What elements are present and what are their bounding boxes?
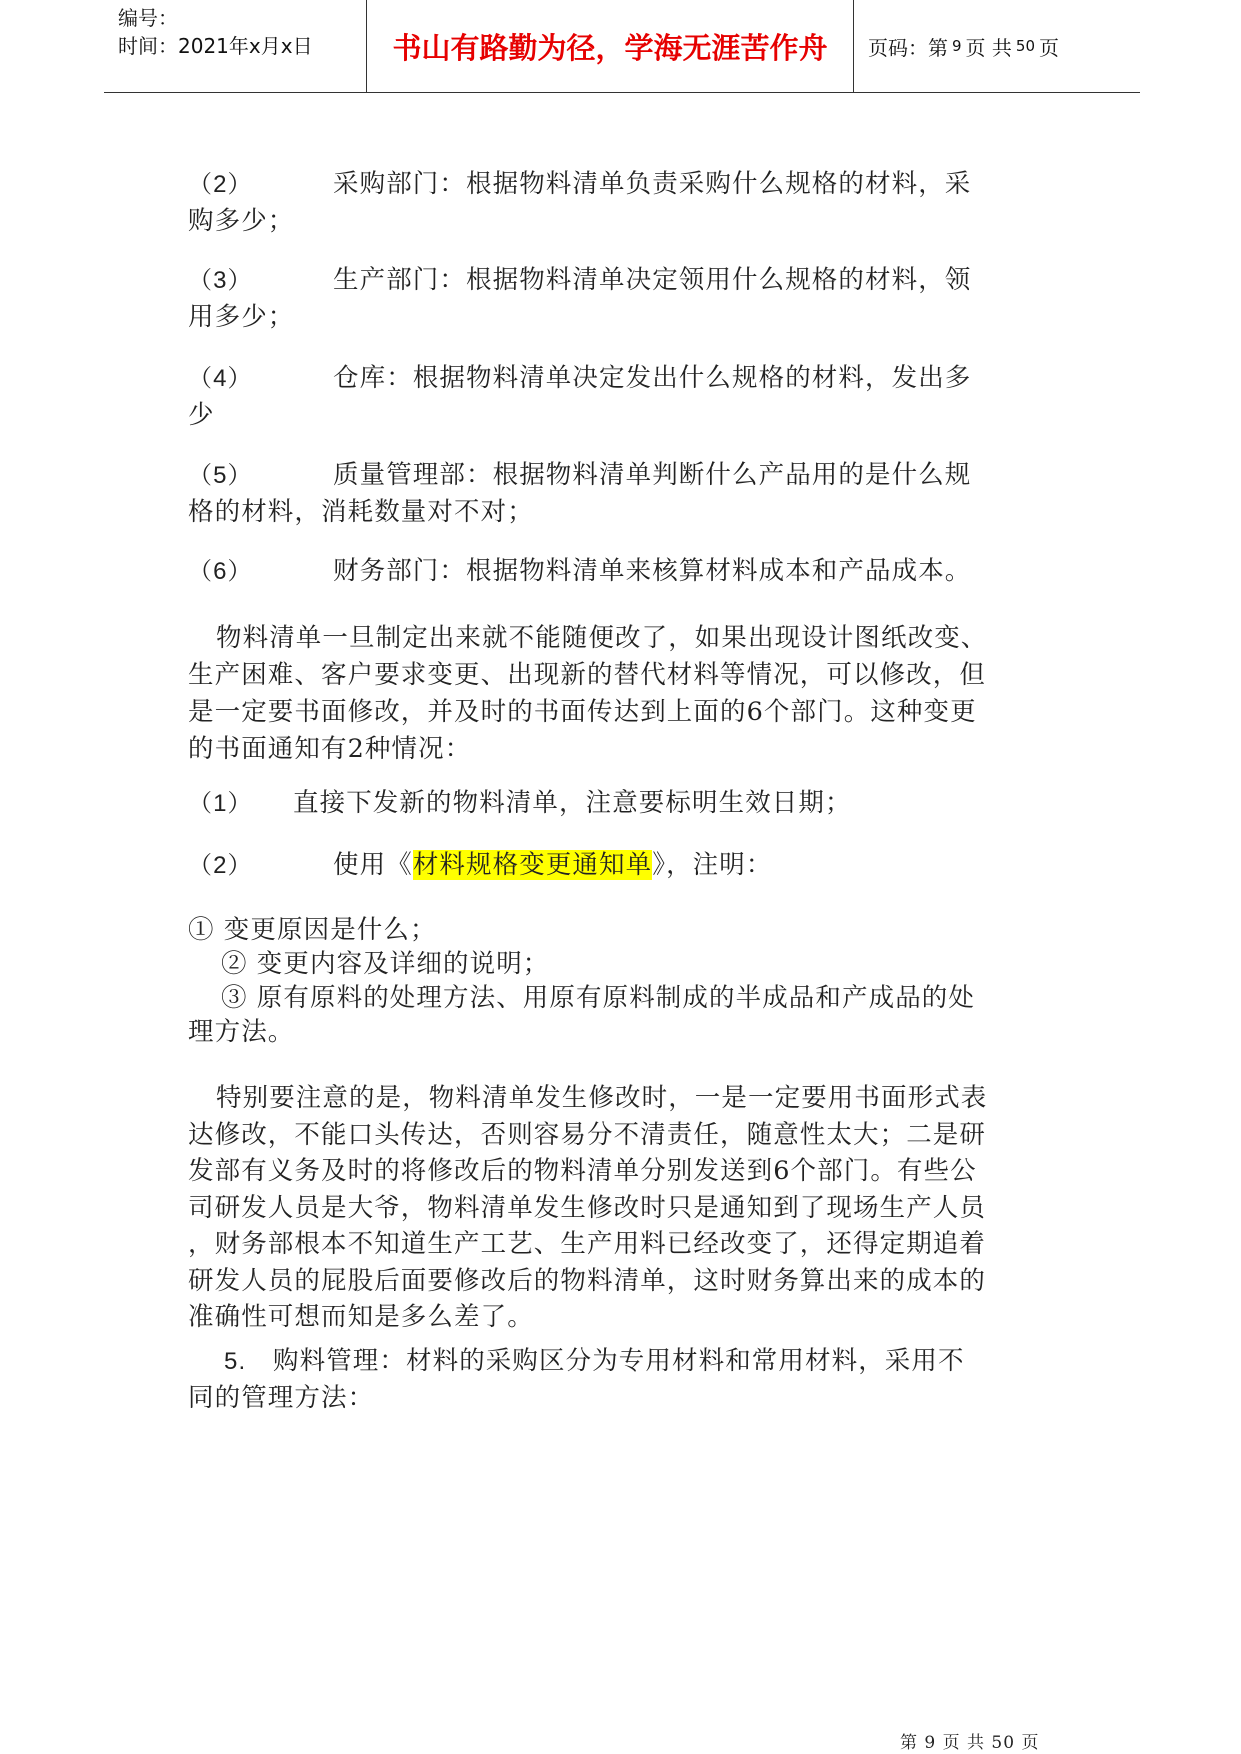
paragraph-line: 特别要注意的是，物料清单发生修改时，一是一定要用书面形式表 [216,1083,988,1113]
item-text: 直接下发新的物料清单，注意要标明生效日期； [293,788,852,818]
item-text: 财务部门：根据物料清单来核算材料成本和产品成本。 [333,556,972,586]
item-text-cont: 用多少； [188,302,295,332]
header-page-number: 9 [952,37,962,55]
note-item: ③ 原有原料的处理方法、用原有原料制成的半成品和产成品的处 [221,983,976,1013]
page-header [104,0,1140,93]
note-item: ① 变更原因是什么； [188,915,437,945]
paragraph [188,1080,1058,1336]
paragraph-line: 生产困难、客户要求变更、出现新的替代材料等情况，可以修改，但 [188,660,987,690]
item-number: （2） [188,171,253,198]
header-time-label: 时间：2021年x月x日 [118,34,313,58]
header-page-suffix: 页 [1039,35,1059,60]
header-page-total: 50 [1015,37,1035,55]
list-item [188,785,1058,822]
item-number: （3） [188,267,253,294]
header-page-prefix: 页码：第 [868,35,948,60]
section-number: 5. [224,1348,247,1375]
paragraph-line: 研发人员的屁股后面要修改后的物料清单，这时财务算出来的成本的 [188,1265,987,1296]
item-text-cont: 格的材料，消耗数量对不对； [188,497,534,527]
item-number: （6） [188,558,253,585]
paragraph-line: 的书面通知有2种情况： [188,734,472,764]
list-item [188,360,1058,434]
note-item-cont: 理方法。 [188,1017,295,1047]
notes-list [188,913,1058,1049]
header-page-mid: 页 共 [965,35,1012,60]
header-number-label: 编号： [118,6,178,30]
item-text-pre: 使用《 [333,850,413,880]
section-text-cont: 同的管理方法： [188,1383,375,1413]
item-text: 生产部门：根据物料清单决定领用什么规格的材料，领 [333,265,972,295]
paragraph-line: 是一定要书面修改，并及时的书面传达到上面的6个部门。这种变更 [188,697,977,727]
list-item [188,553,1058,590]
list-item [188,262,1058,336]
list-item [188,166,1058,240]
section-text: 购料管理：材料的采购区分为专用材料和常用材料，采用不 [273,1346,965,1376]
item-number: （5） [188,462,253,489]
header-page-info [868,0,1059,92]
item-text-cont: 少 [188,400,215,430]
item-number: （2） [188,852,253,879]
paragraph [188,620,1058,768]
note-item: ② 变更内容及详细的说明； [221,949,550,979]
header-meta [118,4,338,60]
page-footer: 第 9 页 共 50 页 [900,1733,1040,1753]
paragraph-line: 物料清单一旦制定出来就不能随便改了，如果出现设计图纸改变、 [216,623,988,653]
paragraph-line: 准确性可想而知是多么差了。 [188,1302,534,1332]
header-motto: 书山有路勤为径，学海无涯苦作舟 [392,30,828,65]
item-text: 采购部门：根据物料清单负责采购什么规格的材料，采 [333,169,972,199]
item-text-post: 》，注明： [652,850,773,880]
paragraph-line: 发部有义务及时的将修改后的物料清单分别发送到6个部门。有些公 [188,1156,977,1186]
section-heading [188,1343,1058,1417]
paragraph-line: ，财务部根本不知道生产工艺、生产用料已经改变了，还得定期追着 [188,1229,987,1259]
highlighted-form-name: 材料规格变更通知单 [412,850,653,880]
paragraph-line: 司研发人员是大爷，物料清单发生修改时只是通知到了现场生产人员 [188,1192,987,1223]
item-number: （4） [188,365,253,392]
item-text-cont: 购多少； [188,206,295,236]
list-item [188,457,1058,531]
item-number: （1） [188,790,253,817]
paragraph-line: 达修改，不能口头传达，否则容易分不清责任，随意性太大；二是研 [188,1119,987,1150]
list-item [188,847,1058,884]
header-divider [853,0,854,92]
item-text: 仓库：根据物料清单决定发出什么规格的材料，发出多 [333,363,972,393]
item-text: 质量管理部：根据物料清单判断什么产品用的是什么规 [333,460,972,490]
